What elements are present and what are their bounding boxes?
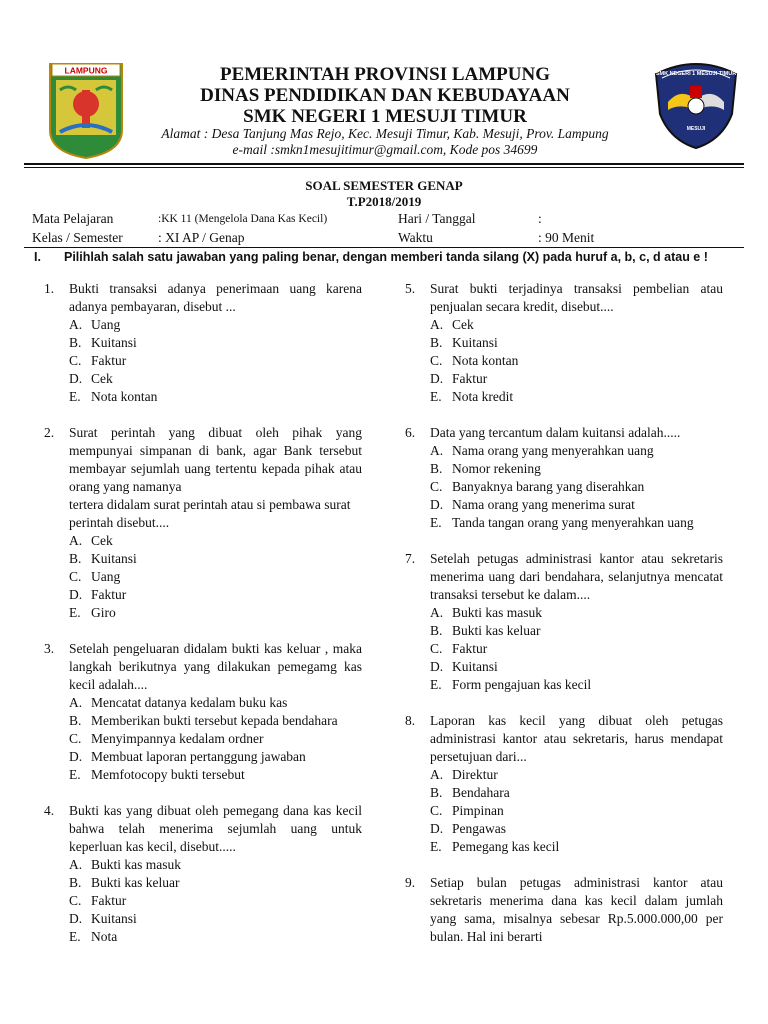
option[interactable] [430,676,723,694]
kelas-label: Kelas / Semester [32,230,123,245]
option[interactable] [69,712,362,730]
option-text: Tanda tangan orang yang menyerahkan uang [452,515,694,530]
option-letter: C. [430,641,443,656]
question-number: 1. [44,281,55,296]
option-text: Cek [452,317,474,332]
option-text: Uang [91,317,121,332]
option-text: Pimpinan [452,803,504,818]
option-text: Cek [91,371,113,386]
option-letter: C. [430,479,443,494]
header-line-2: DINAS PENDIDIKAN DAN KEBUDAYAAN [200,85,570,106]
question-text: Data yang tercantum dalam kuitansi adalah..... [430,425,681,440]
option[interactable] [69,874,362,892]
header-divider-thick [24,163,744,165]
option-letter: C. [430,353,443,368]
question-text: Surat bukti terjadinya transaksi pembelian atau penjualan secara kredit, disebut.... [430,281,723,314]
option[interactable] [69,352,362,370]
question-text: Setelah petugas administrasi kantor atau sekretaris menerima uang dari bendahara, selanjutnya mencatat transaksi tersebut ke dalam.... [430,551,723,602]
option-text: Banyaknya barang yang diserahkan [452,479,645,494]
option-letter: A. [69,857,83,872]
option-letter: E. [69,389,81,404]
option-text: Bendahara [452,785,510,800]
option[interactable] [69,694,362,712]
option[interactable] [69,604,362,622]
option-text: Bukti kas masuk [452,605,542,620]
info-divider [24,247,744,248]
header-divider-thin [24,167,744,168]
option-text: Faktur [452,371,488,386]
option-letter: A. [69,695,83,710]
question-number: 2. [44,425,55,440]
option-text: Menyimpannya kedalam ordner [91,731,264,746]
option-letter: C. [69,731,82,746]
option-letter: D. [430,659,444,674]
lampung-logo-text: LAMPUNG [64,65,108,76]
option[interactable] [69,766,362,784]
question-6 [405,424,723,532]
option[interactable] [430,604,723,622]
question-text: Laporan kas kecil yang dibuat oleh petugas administrasi kantor atau sekretaris, harus mendapat persetujuan dari... [430,713,723,764]
option-letter: E. [69,929,81,944]
option-letter: A. [430,605,444,620]
option-letter: D. [69,371,83,386]
option-letter: B. [69,551,82,566]
lampung-emblem-icon [46,60,126,160]
option-letter: D. [69,911,83,926]
option[interactable] [69,856,362,874]
option-letter: E. [69,605,81,620]
option-letter: B. [430,461,443,476]
option[interactable] [430,784,723,802]
option[interactable] [69,334,362,352]
option-text: Kuitansi [452,335,498,350]
option-text: Bukti kas keluar [91,875,180,890]
option-text: Faktur [452,641,488,656]
option-letter: A. [69,533,83,548]
question-text: Setiap bulan petugas administrasi kantor atau sekretaris menerima dana kas kecil dalam jumlah yang sama, misalnya sebesar Rp.5.000.000,00 per bulan. Hal ini berarti [430,875,723,944]
option-text: Pemegang kas kecil [452,839,560,854]
option[interactable] [69,568,362,586]
option-letter: B. [430,335,443,350]
option[interactable] [69,370,362,388]
option[interactable] [430,514,723,532]
hari-value: : [538,211,542,226]
option-letter: C. [69,353,82,368]
option-text: Bukti kas masuk [91,857,181,872]
school-logo-text: SMK NEGERI 1 MESUJI TIMUR [655,71,737,77]
option[interactable] [430,460,723,478]
option-letter: E. [430,515,442,530]
question-number: 8. [405,713,416,728]
option[interactable] [69,316,362,334]
option-text: Giro [91,605,116,620]
option-letter: C. [69,893,82,908]
school-shield-icon [650,58,742,150]
option[interactable] [430,478,723,496]
school-address: Alamat : Desa Tanjung Mas Rejo, Kec. Mesuji Timur, Kab. Mesuji, Prov. Lampung [161,126,609,141]
option-text: Kuitansi [452,659,498,674]
question-text: Bukti kas yang dibuat oleh pemegang dana kas kecil bahwa telah menerima sejumlah uang untuk keperluan kas kecil, disebut..... [69,803,362,854]
option-text: Memberikan bukti tersebut kepada bendahara [91,713,338,728]
option-text: Nota kontan [91,389,158,404]
question-number: 7. [405,551,416,566]
option-text: Faktur [91,893,127,908]
option-text: Kuitansi [91,911,137,926]
option-letter: A. [430,317,444,332]
option-text: Membuat laporan pertanggung jawaban [91,749,306,764]
question-2 [44,424,362,622]
option-letter: D. [430,821,444,836]
question-1 [44,280,362,406]
hari-label: Hari / Tanggal [398,211,476,226]
option-letter: B. [430,623,443,638]
question-number: 3. [44,641,55,656]
option-text: Nama orang yang menyerahkan uang [452,443,654,458]
option[interactable] [430,838,723,856]
option[interactable] [69,928,362,946]
question-number: 4. [44,803,55,818]
question-3 [44,640,362,784]
option-letter: D. [69,749,83,764]
option[interactable] [430,370,723,388]
option-text: Uang [91,569,121,584]
questions-right-column [405,280,723,964]
question-4 [44,802,362,946]
option-letter: C. [69,569,82,584]
question-8 [405,712,723,856]
option[interactable] [430,622,723,640]
option-text: Nomor rekening [452,461,541,476]
option-text: Cek [91,533,113,548]
option[interactable] [430,820,723,838]
option[interactable] [430,352,723,370]
option-text: Memfotocopy bukti tersebut [91,767,245,782]
option-text: Kuitansi [91,551,137,566]
question-number: 5. [405,281,416,296]
question-7 [405,550,723,694]
option-text: Nota kontan [452,353,519,368]
option-text: Bukti kas keluar [452,623,541,638]
option-text: Faktur [91,587,127,602]
option-letter: B. [69,875,82,890]
option-text: Pengawas [452,821,506,836]
waktu-label: Waktu [398,230,433,245]
option[interactable] [69,910,362,928]
option-letter: A. [430,443,444,458]
option-letter: A. [430,767,444,782]
mapel-value: :KK 11 (Mengelola Dana Kas Kecil) [158,213,328,225]
option-letter: B. [69,713,82,728]
question-text: Surat perintah yang dibuat oleh pihak yang mempunyai simpanan di bank, agar Bank tersebut membayar sejumlah uang tertentu kepada pihak atau orang yang namanya [69,425,362,494]
option[interactable] [430,766,723,784]
option-text: Direktur [452,767,498,782]
instruction-number: I. [34,250,41,264]
option[interactable] [430,658,723,676]
option-letter: E. [430,839,442,854]
waktu-value: : 90 Menit [538,230,595,245]
option[interactable] [69,730,362,748]
school-email: e-mail :smkn1mesujitimur@gmail.com, Kode pos 34699 [232,142,538,157]
option[interactable] [430,334,723,352]
question-5 [405,280,723,406]
option-letter: B. [430,785,443,800]
option-letter: D. [69,587,83,602]
option[interactable] [430,388,723,406]
option[interactable] [430,442,723,460]
option-letter: E. [69,767,81,782]
option[interactable] [69,892,362,910]
school-logo-subtext: MESUJI [686,126,706,132]
option-letter: C. [430,803,443,818]
question-text: Setelah pengeluaran didalam bukti kas keluar , maka langkah berikutnya yang dilakukan pemegamg kas kecil adalah.... [69,641,362,692]
question-9 [405,874,723,946]
questions-left-column [44,280,362,964]
question-number: 9. [405,875,416,890]
option[interactable] [430,316,723,334]
option[interactable] [69,532,362,550]
option[interactable] [430,802,723,820]
option[interactable] [430,640,723,658]
option[interactable] [69,586,362,604]
exam-year: T.P2018/2019 [346,194,422,209]
header-line-3: SMK NEGERI 1 MESUJI TIMUR [243,106,527,127]
option-text: Nota [91,929,118,944]
option-letter: D. [430,497,444,512]
option-letter: E. [430,677,442,692]
option[interactable] [430,496,723,514]
header-line-1: PEMERINTAH PROVINSI LAMPUNG [219,64,551,85]
option-letter: B. [69,335,82,350]
question-number: 6. [405,425,416,440]
exam-title: SOAL SEMESTER GENAP [305,178,463,193]
option-text: Form pengajuan kas kecil [452,677,592,692]
option-letter: D. [430,371,444,386]
instruction-text: Pilihlah salah satu jawaban yang paling benar, dengan memberi tanda silang (X) pada huruf a, b, c, d atau e ! [64,250,708,264]
option-letter: E. [430,389,442,404]
option[interactable] [69,388,362,406]
option-text: Nama orang yang menerima surat [452,497,635,512]
option-text: Kuitansi [91,335,137,350]
option[interactable] [69,748,362,766]
option-text: Mencatat datanya kedalam buku kas [91,695,288,710]
question-text: Bukti transaksi adanya penerimaan uang karena adanya pembayaran, disebut ... [69,281,362,314]
kelas-value: : XI AP / Genap [158,230,245,245]
option-text: Faktur [91,353,127,368]
mapel-label: Mata Pelajaran [32,211,114,226]
option-letter: A. [69,317,83,332]
option-text: Nota kredit [452,389,514,404]
question-text-continued: tertera didalam surat perintah atau si pembawa surat perintah disebut.... [69,497,351,530]
option[interactable] [69,550,362,568]
